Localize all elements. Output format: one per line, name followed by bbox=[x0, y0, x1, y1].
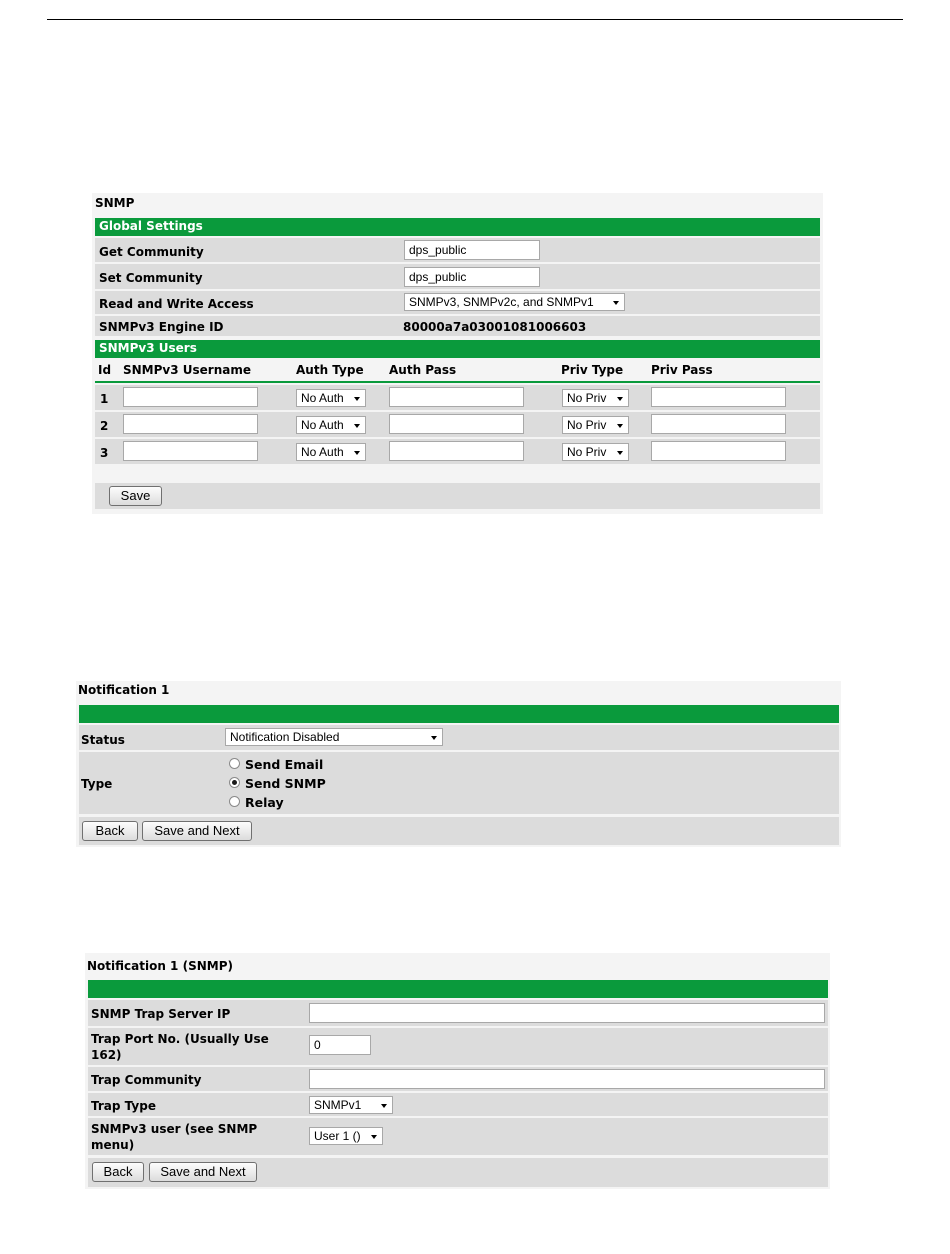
auth-type-select[interactable]: No Auth bbox=[296, 443, 366, 461]
trap-community-input[interactable] bbox=[309, 1069, 825, 1089]
user-id: 2 bbox=[100, 419, 109, 433]
chevron-down-icon bbox=[431, 736, 437, 740]
priv-type-select[interactable]: No Priv bbox=[562, 389, 629, 407]
trap-port-label: Trap Port No. (Usually Use 162) bbox=[91, 1032, 269, 1062]
set-community-label: Set Community bbox=[99, 271, 203, 285]
trap-server-input[interactable] bbox=[309, 1003, 825, 1023]
panel-title: Notification 1 bbox=[78, 683, 170, 697]
send-email-label: Send Email bbox=[245, 757, 324, 772]
send-snmp-radio[interactable] bbox=[229, 777, 240, 788]
notification-snmp-panel bbox=[85, 953, 830, 1189]
v3-user-row bbox=[88, 1118, 828, 1155]
v3-user-value: User 1 () bbox=[314, 1129, 361, 1143]
chevron-down-icon bbox=[354, 451, 360, 455]
col-priv-type: Priv Type bbox=[561, 363, 624, 377]
rw-access-row bbox=[95, 291, 820, 314]
chevron-down-icon bbox=[371, 1135, 377, 1139]
rw-access-label: Read and Write Access bbox=[99, 297, 254, 311]
get-community-row bbox=[95, 238, 820, 262]
v3-user-label: SNMPv3 user (see SNMP menu) bbox=[91, 1122, 258, 1152]
col-username: SNMPv3 Username bbox=[123, 363, 251, 377]
engine-id-label: SNMPv3 Engine ID bbox=[99, 320, 224, 334]
auth-pass-input[interactable] bbox=[389, 387, 524, 407]
set-community-row bbox=[95, 264, 820, 289]
set-community-input[interactable]: dps_public bbox=[404, 267, 540, 287]
user-id: 1 bbox=[100, 392, 109, 406]
username-input[interactable] bbox=[123, 414, 258, 434]
chevron-down-icon bbox=[613, 301, 619, 305]
priv-pass-input[interactable] bbox=[651, 441, 786, 461]
notification-snmp-header-bar bbox=[88, 980, 828, 998]
status-select[interactable] bbox=[225, 728, 443, 746]
save-and-next-button[interactable]: Save and Next bbox=[142, 821, 252, 841]
priv-type-select[interactable]: No Priv bbox=[562, 443, 629, 461]
chevron-down-icon bbox=[617, 397, 623, 401]
type-label: Type bbox=[81, 777, 113, 791]
auth-pass-input[interactable] bbox=[389, 414, 524, 434]
rw-access-value: SNMPv3, SNMPv2c, and SNMPv1 bbox=[409, 295, 594, 309]
relay-radio[interactable] bbox=[229, 796, 240, 807]
chevron-down-icon bbox=[381, 1104, 387, 1108]
table-row bbox=[95, 385, 820, 410]
table-row bbox=[95, 439, 820, 464]
header-separator bbox=[95, 381, 820, 383]
user-id: 3 bbox=[100, 446, 109, 460]
save-and-next-button[interactable]: Save and Next bbox=[149, 1162, 257, 1182]
notification-header-bar bbox=[79, 705, 839, 723]
username-input[interactable] bbox=[123, 387, 258, 407]
auth-type-select[interactable]: No Auth bbox=[296, 416, 366, 434]
save-row bbox=[95, 483, 820, 509]
trap-port-row bbox=[88, 1028, 828, 1065]
col-auth-type: Auth Type bbox=[296, 363, 364, 377]
trap-type-label: Trap Type bbox=[91, 1099, 156, 1113]
status-row bbox=[79, 725, 839, 750]
chevron-down-icon bbox=[354, 397, 360, 401]
col-auth-pass: Auth Pass bbox=[389, 363, 457, 377]
type-row bbox=[79, 752, 839, 814]
chevron-down-icon bbox=[354, 424, 360, 428]
engine-id-value: 80000a7a03001081006603 bbox=[403, 320, 587, 334]
back-button[interactable]: Back bbox=[92, 1162, 144, 1182]
back-button[interactable]: Back bbox=[82, 821, 138, 841]
snmpv3-users-header: SNMPv3 Users bbox=[95, 340, 820, 358]
button-row bbox=[79, 817, 839, 845]
priv-type-select[interactable]: No Priv bbox=[562, 416, 629, 434]
rw-access-select[interactable] bbox=[404, 293, 625, 311]
trap-server-label: SNMP Trap Server IP bbox=[91, 1007, 231, 1021]
snmp-panel bbox=[92, 193, 823, 514]
page-top-rule bbox=[47, 19, 903, 20]
get-community-label: Get Community bbox=[99, 245, 204, 259]
engine-id-row bbox=[95, 316, 820, 336]
status-value: Notification Disabled bbox=[230, 730, 340, 744]
auth-pass-input[interactable] bbox=[389, 441, 524, 461]
chevron-down-icon bbox=[617, 451, 623, 455]
panel-title: SNMP bbox=[95, 196, 135, 210]
trap-community-label: Trap Community bbox=[91, 1073, 202, 1087]
trap-type-select[interactable] bbox=[309, 1096, 393, 1114]
send-snmp-label: Send SNMP bbox=[245, 776, 326, 791]
trap-server-row bbox=[88, 1000, 828, 1026]
global-settings-header: Global Settings bbox=[95, 218, 820, 236]
col-id: Id bbox=[98, 363, 112, 377]
trap-port-input[interactable]: 0 bbox=[309, 1035, 371, 1055]
trap-type-value: SNMPv1 bbox=[314, 1098, 362, 1112]
chevron-down-icon bbox=[617, 424, 623, 428]
relay-label: Relay bbox=[245, 795, 284, 810]
username-input[interactable] bbox=[123, 441, 258, 461]
trap-type-row bbox=[88, 1093, 828, 1116]
table-row bbox=[95, 412, 820, 437]
priv-pass-input[interactable] bbox=[651, 387, 786, 407]
notification-panel bbox=[76, 681, 841, 847]
status-label: Status bbox=[81, 733, 125, 747]
send-email-radio[interactable] bbox=[229, 758, 240, 769]
col-priv-pass: Priv Pass bbox=[651, 363, 713, 377]
users-table-header bbox=[95, 360, 820, 380]
get-community-input[interactable]: dps_public bbox=[404, 240, 540, 260]
button-row bbox=[88, 1158, 828, 1187]
trap-community-row bbox=[88, 1067, 828, 1091]
v3-user-select[interactable] bbox=[309, 1127, 383, 1145]
auth-type-select[interactable]: No Auth bbox=[296, 389, 366, 407]
save-button[interactable]: Save bbox=[109, 486, 162, 506]
priv-pass-input[interactable] bbox=[651, 414, 786, 434]
panel-title: Notification 1 (SNMP) bbox=[87, 959, 233, 973]
